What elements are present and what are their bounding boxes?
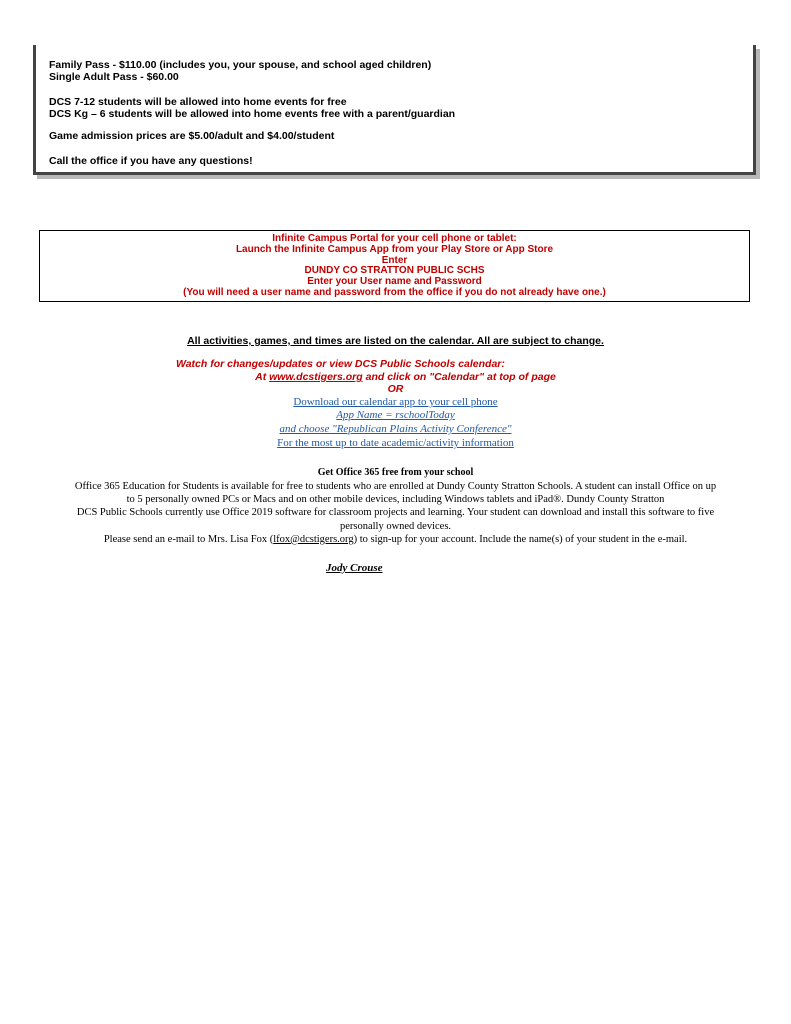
office365-paragraph	[40, 480, 751, 546]
ic-line-5: Enter your User name and Password	[307, 276, 482, 288]
office365-line-5-suffix: ) to sign-up for your account. Include the name(s) of your student in the e-mail.	[353, 533, 688, 545]
office365-heading: Get Office 365 free from your school	[317, 467, 474, 478]
calendar-at-prefix: At	[255, 371, 270, 383]
call-office-text: Call the office if you have any questions!	[49, 155, 253, 167]
office365-line-1: Office 365 Education for Students is available for free to students who are enrolled at Dundy County Stratton Schools. A student can install Office on up	[74, 481, 717, 492]
app-name-link[interactable]: App Name = rschoolToday	[336, 409, 455, 421]
ic-line-4: DUNDY CO STRATTON PUBLIC SCHS	[304, 265, 485, 277]
calendar-at-suffix: and click on "Calendar" at top of page	[362, 371, 556, 383]
single-pass-text: Single Adult Pass - $60.00	[49, 71, 179, 83]
calendar-notice: All activities, games, and times are listed on the calendar. All are subject to change.	[187, 335, 604, 347]
calendar-website-line	[0, 371, 791, 383]
students-7-12-text: DCS 7-12 students will be allowed into home events for free	[49, 96, 347, 108]
students-kg-6-text: DCS Kg – 6 students will be allowed into home events free with a parent/guardian	[49, 108, 456, 120]
choose-conference-link[interactable]: and choose "Republican Plains Activity Conference"	[279, 423, 512, 435]
download-app-link[interactable]: Download our calendar app to your cell phone	[293, 396, 498, 408]
infinite-campus-box	[39, 230, 750, 302]
calendar-watch-text: Watch for changes/updates or view DCS Public Schools calendar:	[176, 358, 505, 370]
office365-line-4: personally owned devices.	[339, 520, 452, 532]
office365-line-2: to 5 personally owned PCs or Macs and on other mobile devices, including Windows tablets and iPad®. Dundy County Stratton	[126, 494, 665, 506]
admission-text: Game admission prices are $5.00/adult and $4.00/student	[49, 130, 335, 142]
ic-line-6: (You will need a user name and password from the office if you do not already have one.)	[183, 286, 606, 298]
ic-line-1: Infinite Campus Portal for your cell phone or tablet:	[272, 233, 517, 244]
website-link[interactable]: www.dcstigers.org	[269, 371, 363, 383]
signature: Jody Crouse	[326, 562, 383, 574]
calendar-or: OR	[387, 383, 404, 395]
ic-line-3: Enter	[381, 254, 408, 266]
family-pass-text: Family Pass - $110.00 (includes you, your spouse, and school aged children)	[49, 59, 432, 71]
office365-line-3: DCS Public Schools currently use Office 2019 software for classroom projects and learning. Your student can download and install this software to five	[76, 507, 715, 519]
up-to-date-link[interactable]: For the most up to date academic/activity information	[277, 437, 514, 449]
ic-line-2: Launch the Infinite Campus App from your Play Store or App Store	[235, 243, 554, 255]
office365-line-5	[40, 533, 751, 546]
email-link[interactable]: lfox@dcstigers.org	[273, 533, 354, 545]
office365-line-5-prefix: Please send an e-mail to Mrs. Lisa Fox (	[103, 533, 274, 545]
event-pass-box	[33, 45, 756, 175]
